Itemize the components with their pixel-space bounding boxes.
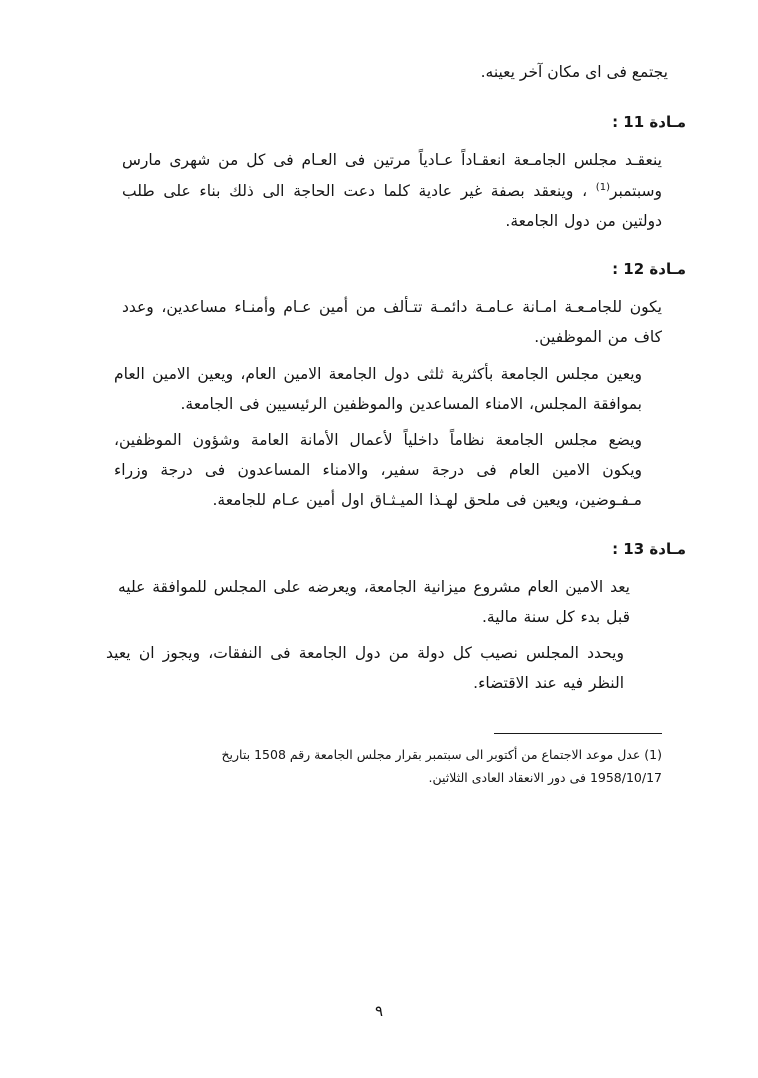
article-heading-11: مـادة 11 : <box>612 113 686 132</box>
paragraph-text-after: ، وينعقد بصفة غير عادية كلما دعت الحاجة الى ذلك بناء على طلب دولتين من دول الجامعة. <box>122 181 662 230</box>
footnote-separator <box>494 733 662 734</box>
article-heading-12: مـادة 12 : <box>612 260 686 279</box>
article-11-body <box>84 145 686 236</box>
paragraph: يعد الامين العام مشروع ميزانية الجامعة، ويعرضه على المجلس للموافقة عليه قبل بدء كل سنة مالية. <box>118 577 630 626</box>
page-number: ٩ <box>374 1002 384 1020</box>
paragraph: ويحدد المجلس نصيب كل دولة من دول الجامعة فى النفقات، ويجوز ان يعيد النظر فيه عند الاقتضاء. <box>106 644 624 693</box>
top-continuation-line: يجتمع فى اى مكان آخر يعينه. <box>480 63 668 81</box>
footnote-text: (1) عدل موعد الاجتماع من أكتوبر الى سبتمبر بقرار مجلس الجامعة رقم 1508 بتاريخ 1958/10/17 فى دور الانعقاد العادى الثلاثين. <box>221 746 662 785</box>
paragraph: ويضع مجلس الجامعة نظاماً داخلياً لأعمال الأمانة العامة وشؤون الموظفين، ويكون الامين العام فى درجة سفير، والامناء المساعدون فى درجة وزراء مـفـوضين، ويعين فى ملحق لهـذا الميـثـاق اول أمين عـام للجامعة. <box>114 430 642 510</box>
footnote-marker: (1) <box>595 181 610 193</box>
article-13-body <box>84 572 686 699</box>
article-12-body <box>84 292 686 516</box>
article-heading-13: مـادة 13 : <box>612 539 686 558</box>
paragraph: ويعين مجلس الجامعة بأكثرية ثلثى دول الجامعة الامين العام، ويعين الامين العام بموافقة المجلس، الامناء المساعدين والموظفين الرئيسيين فى الجامعة. <box>114 364 642 413</box>
footnote-section <box>84 733 686 789</box>
paragraph: يكون للجامـعـة امـانة عـامـة دائمـة تتـألف من أمين عـام وأمنـاء مساعدين، وعدد كاف من الموظفين. <box>122 298 662 347</box>
paragraph-text-before: ينعقـد مجلس الجامـعة انعقـاداً عـادياً مرتين فى العـام فى كل من شهرى مارس وسبتمبر <box>122 151 662 200</box>
paragraph <box>84 145 686 236</box>
document-body <box>84 58 686 789</box>
